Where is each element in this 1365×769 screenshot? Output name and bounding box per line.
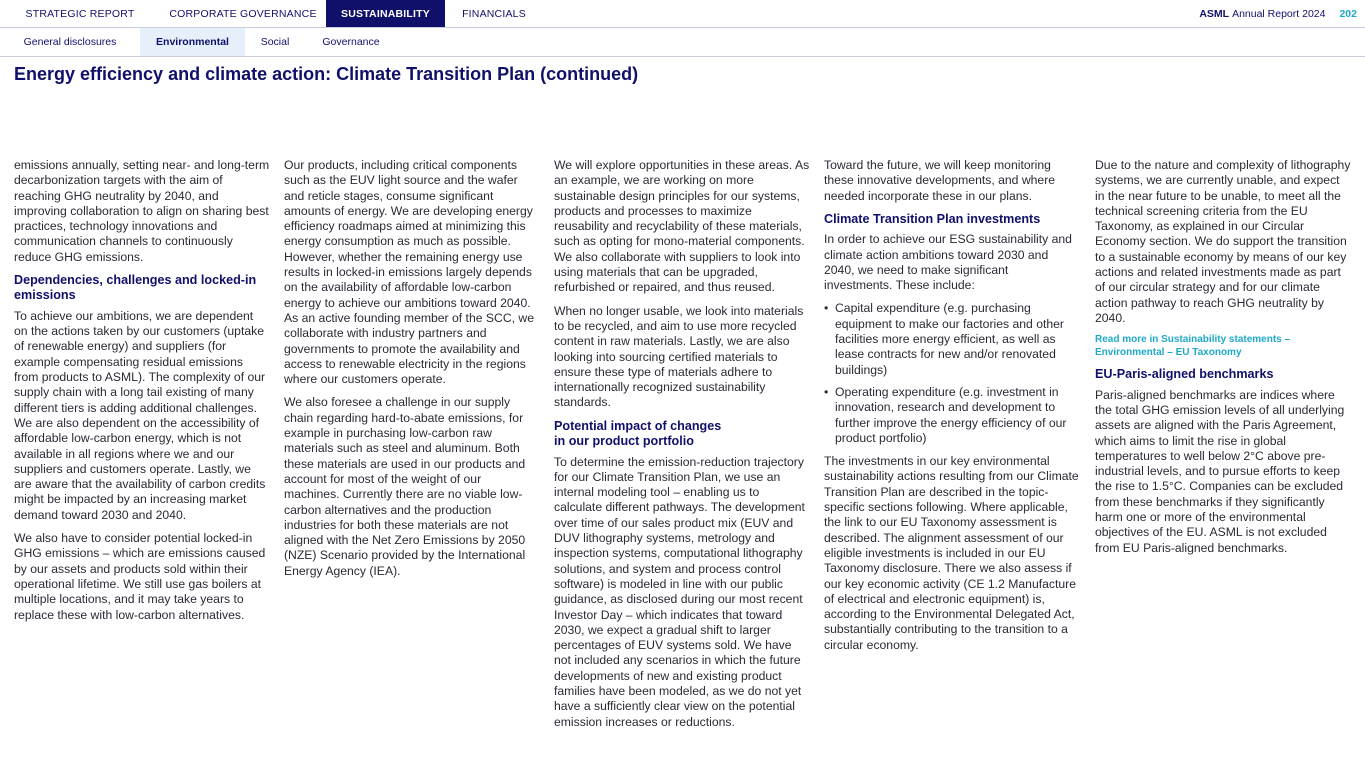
report-info xyxy=(1199,0,1357,28)
section-heading-product-portfolio xyxy=(554,419,810,450)
paragraph: The investments in our key environmental sustainability actions resulting from our Climate Transition Plan are described in the topic-specific sections following. Where applicable, the link to our EU Taxonomy assessment is described. The alignment assessment of our eligible investments is included in our EU Taxonomy disclosure. There we also assess if our key economic activity (CE 1.2 Manufacture of electrical and electronic equipment) is, according to the Environmental Delegated Act, substantially contributing to the transition to a circular economy. xyxy=(824,454,1079,652)
page-number: 202 xyxy=(1339,8,1357,20)
paragraph: Our products, including critical components such as the EUV light source and the wafer and reticle stages, consume significant amounts of energy. We are developing energy efficiency roadmaps aimed at minimizing this energy consumption as much as possible. However, whether the remaining energy use results in locked-in emissions largely depends on the availability of affordable low-carbon energy to achieve our ambitions toward 2040. As an active founding member of the SCC, we collaborate with industry partners and governments to promote the availability and access to renewable electricity in the regions where our customers operate. xyxy=(284,158,534,387)
column-1 xyxy=(14,158,270,631)
paragraph: To achieve our ambitions, we are dependent on the actions taken by our customers (uptake of renewable energy) and suppliers (for example compensating residual emissions from products to ASML). The complexity of our supply chain with a long tail existing of many different tiers is adding additional challenges. We are also dependent on the accessibility of affordable low-carbon energy, which is not available in all regions where we and our suppliers and customers operate. Lastly, we are aware that the availability of carbon credits might be impacted by an increasing market demand toward 2030 and 2040. xyxy=(14,308,266,522)
paragraph: In order to achieve our ESG sustainability and climate action ambitions toward 2030 and 2040, we need to make significant investments. These include: xyxy=(824,232,1072,293)
paragraph: Toward the future, we will keep monitoring these innovative developments, and where needed incorporate these in our plans. xyxy=(824,158,1056,203)
tab-financials[interactable]: FINANCIALS xyxy=(462,7,526,20)
subtab-social[interactable]: Social xyxy=(260,36,290,48)
report-label: Annual Report 2024 xyxy=(1232,8,1326,20)
section-heading-paris-benchmarks: EU-Paris-aligned benchmarks xyxy=(1095,367,1274,382)
paragraph: We will explore opportunities in these areas. As an example, we are working on more sustainable design principles for our systems, products and processes to maximize reusability and recyclability of these materials, such as opting for mono-material components. We also collaborate with suppliers to look into using materials that can be upgraded, refurbished or repaired, and thus reused. xyxy=(554,158,810,295)
tab-strategic-report[interactable]: STRATEGIC REPORT xyxy=(25,7,135,20)
paragraph: Due to the nature and complexity of lithography systems, we are currently unable, and expect in the near future to be unable, to meet all the technical screening criteria from the EU Taxonomy, as explained in our Circular Economy section. We do support the transition to a sustainable economy by means of our key actions and related investments made as part of our circular strategy and for our climate action pathway to reach GHG neutrality by 2040. xyxy=(1095,158,1351,325)
sub-navigation xyxy=(0,28,1365,57)
paragraph: To determine the emission-reduction trajectory for our Climate Transition Plan, we use an internal modeling tool – enabling us to calculate different pathways. The development over time of our sales product mix (EUV and DUV lithography systems, metrology and inspection systems, computational lithography solutions, and system and process control software) is modeled in line with our public guidance, as disclosed during our most recent Investor Day – which indicates that toward 2030, we expect a gradual shift to larger percentages of EUV systems sold. We have not included any scenarios in which the future developments of new and existing product families have been modeled, as we do not yet have a sufficiently clear view on the potential emission increases or reductions. xyxy=(554,454,805,729)
column-4 xyxy=(824,158,1080,661)
column-5 xyxy=(1095,158,1351,564)
list-item: • Capital expenditure (e.g. purchasing equipment to make our factories and other facilities more energy efficient, as well as lease contracts for new and/or renovated buildings) xyxy=(824,301,1080,377)
section-heading-dependencies: Dependencies, challenges and locked-in emissions xyxy=(14,273,257,303)
paragraph: emissions annually, setting near- and long-term decarbonization targets with the aim of reaching GHG neutrality by 2040, and improving collaboration to align on sharing best practices, technology innovations and communication channels to continuously reduce GHG emissions. xyxy=(14,158,270,264)
read-more-link[interactable] xyxy=(1095,334,1351,359)
column-2 xyxy=(284,158,540,587)
paragraph: When no longer usable, we look into materials to be recycled, and aim to use more recycled content in raw materials. Lastly, we are also looking into sourcing certified materials to ensure these type of materials adhere to internationally recognized sustainability standards. xyxy=(554,303,804,410)
section-heading-investments: Climate Transition Plan investments xyxy=(824,211,1041,226)
paragraph: We also foresee a challenge in our supply chain regarding hard-to-abate emissions, for example in purchasing low-carbon raw materials such as steel and aluminum. Both these materials are used in our products and account for most of the weight of our machines. Currently there are no viable low-carbon alternatives and the production industries for both these materials are not aligned with the Net Zero Emissions by 2050 (NZE) Scenario provided by the International Energy Agency (IEA). xyxy=(284,395,526,578)
top-navigation xyxy=(0,0,1365,28)
subtab-general-disclosures[interactable]: General disclosures xyxy=(23,36,117,48)
heading-line: Potential impact of changes xyxy=(554,418,722,433)
paragraph: We also have to consider potential locked-in GHG emissions – which are emissions caused by our assets and products sold within their operational lifetime. We still use gas boilers at multiple locations, and it may take years to replace these with low-carbon alternatives. xyxy=(14,531,266,622)
link-line: Read more in Sustainability statements – xyxy=(1095,334,1291,346)
brand-name: ASML xyxy=(1199,8,1230,20)
tab-sustainability[interactable]: SUSTAINABILITY xyxy=(326,0,445,27)
page-title: Energy efficiency and climate action: Climate Transition Plan (continued) xyxy=(14,64,639,84)
subtab-governance[interactable]: Governance xyxy=(322,36,380,48)
subtab-environmental[interactable]: Environmental xyxy=(140,28,245,56)
investment-list xyxy=(824,301,1080,446)
link-line: Environmental – EU Taxonomy xyxy=(1095,346,1242,358)
paragraph: Paris-aligned benchmarks are indices where the total GHG emission levels of all underlying assets are aligned with the Paris Agreement, which aims to limit the rise in global temperatures to well below 2°C above pre-industrial levels, and to pursue efforts to keep the rise to 1.5°C. Companies can be excluded from these benchmarks if they significantly harm one or more of the environmental objectives of the EU. ASML is not excluded from EU Paris-aligned benchmarks. xyxy=(1095,387,1345,555)
column-3 xyxy=(554,158,810,738)
heading-line: in our product portfolio xyxy=(554,434,694,449)
tab-corporate-governance[interactable]: CORPORATE GOVERNANCE xyxy=(169,7,317,20)
list-item: • Operating expenditure (e.g. investment in innovation, research and development to further improve the energy efficiency of our product portfolio) xyxy=(824,385,1080,446)
